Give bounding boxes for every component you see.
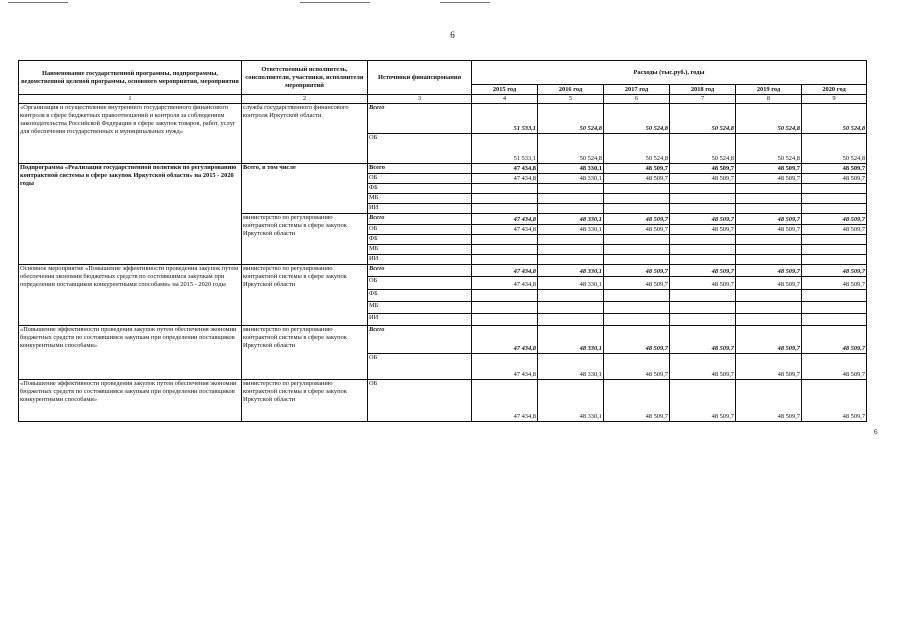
value-cell: 47 434,8 <box>472 265 538 277</box>
header-year: 2020 год <box>802 85 867 95</box>
source-label: ОБ <box>368 134 472 164</box>
source-label: МБ <box>368 245 472 255</box>
table-row <box>19 104 867 164</box>
source-label: ИИ <box>368 255 472 265</box>
header-expenses: Расходы (тыс.руб.), годы <box>472 61 867 85</box>
value-cell: 48 330,1 <box>538 225 604 235</box>
header-year: 2015 год <box>472 85 538 95</box>
value-cell: 48 330,1 <box>538 277 604 290</box>
value-cell: 51 533,1 <box>472 104 538 134</box>
value-cell: 48 509,7 <box>802 174 867 184</box>
row-name: «Повышение эффективности проведения закупок путем обеспечения экономии бюджетных средств по состоявшимся закупкам при определении поставщиков конкурентными способами» <box>19 326 242 380</box>
value-cell: 50 524,8 <box>736 104 802 134</box>
value-cell: 50 524,8 <box>604 134 670 164</box>
table-row <box>19 265 867 326</box>
value-cell: 47 434,8 <box>472 214 538 225</box>
table-header <box>19 61 867 104</box>
value-cell: 48 509,7 <box>670 326 736 354</box>
source-label: МБ <box>368 302 472 314</box>
column-number: 7 <box>670 95 736 104</box>
value-cell: 48 330,1 <box>538 380 604 422</box>
value-cell: 50 524,8 <box>670 104 736 134</box>
value-cell: 47 434,8 <box>472 326 538 354</box>
value-cell: 48 509,7 <box>604 265 670 277</box>
row-executor: министерство по регулированию контрактной системы в сфере закупок Иркутской области <box>242 214 368 265</box>
value-cell: 48 509,7 <box>670 164 736 174</box>
source-label: ОБ <box>368 277 472 290</box>
value-cell: 48 509,7 <box>736 380 802 422</box>
value-cell: 48 509,7 <box>802 214 867 225</box>
column-number: 4 <box>472 95 538 104</box>
scan-artifact <box>440 2 490 3</box>
value-cell: 48 509,7 <box>604 326 670 354</box>
column-number: 2 <box>242 95 368 104</box>
column-number: 5 <box>538 95 604 104</box>
source-label: ФБ <box>368 290 472 302</box>
source-label: Всего <box>368 326 472 354</box>
value-cell: 48 509,7 <box>802 265 867 277</box>
row-executor: министерство по регулированию контрактной системы в сфере закупок Иркутской области <box>242 265 368 326</box>
value-cell: 48 509,7 <box>736 326 802 354</box>
column-number: 3 <box>368 95 472 104</box>
row-executor: Всего, в том числе <box>242 164 368 214</box>
source-label: Всего <box>368 104 472 134</box>
value-cell: 50 524,8 <box>802 134 867 164</box>
value-cell: 50 524,8 <box>538 134 604 164</box>
table-row <box>19 380 867 422</box>
value-cell: 48 330,1 <box>538 326 604 354</box>
table-row <box>19 164 867 265</box>
value-cell: 48 509,7 <box>670 174 736 184</box>
source-label: ФБ <box>368 235 472 245</box>
row-name: Подпрограмма «Реализация государственной политики по регулированию контрактной системы в сфере закупок Иркутской области» на 2015 - 2020 годы <box>19 164 242 265</box>
value-cell: 48 330,1 <box>538 265 604 277</box>
value-cell: 48 509,7 <box>604 380 670 422</box>
value-cell: 48 509,7 <box>670 354 736 380</box>
value-cell: 48 509,7 <box>802 326 867 354</box>
value-cell: 48 509,7 <box>670 214 736 225</box>
column-number: 6 <box>604 95 670 104</box>
value-cell: 48 509,7 <box>670 277 736 290</box>
header-sources: Источники финансирования <box>368 61 472 95</box>
value-cell: 48 330,1 <box>538 354 604 380</box>
header-year: 2017 год <box>604 85 670 95</box>
value-cell: 50 524,8 <box>670 134 736 164</box>
row-name: Основное мероприятие «Повышение эффективности проведения закупок путем обеспечения экономии бюджетных средств по состоявшимся закупкам при определении поставщиков конкурентными способами» на 2015 - 2020 годы <box>19 265 242 326</box>
source-label: ОБ <box>368 174 472 184</box>
value-cell: 47 434,8 <box>472 354 538 380</box>
value-cell: 47 434,8 <box>472 225 538 235</box>
value-cell: 48 509,7 <box>736 354 802 380</box>
row-executor: служба государственного финансового контроля Иркутской области <box>242 104 368 164</box>
table-row <box>19 326 867 380</box>
value-cell: 48 509,7 <box>604 174 670 184</box>
page-number: 6 <box>450 30 455 40</box>
value-cell: 48 509,7 <box>670 225 736 235</box>
value-cell: 48 509,7 <box>604 214 670 225</box>
value-cell: 51 533,1 <box>472 134 538 164</box>
value-cell: 50 524,8 <box>538 104 604 134</box>
row-name: «Организация и осуществление внутреннего государственного финансового контроля в сфере бюджетных правоотношений и контроля за соблюдением законодательства Российской Федерации в сфере закупок товаров, работ, услуг для обеспечения государственных и муниципальных нужд» <box>19 104 242 164</box>
header-year: 2018 год <box>670 85 736 95</box>
row-executor: министерство по регулированию контрактной системы в сфере закупок Иркутской области <box>242 326 368 380</box>
value-cell: 48 509,7 <box>736 277 802 290</box>
source-label: ОБ <box>368 354 472 380</box>
value-cell: 50 524,8 <box>604 104 670 134</box>
header-year: 2019 год <box>736 85 802 95</box>
value-cell: 48 509,7 <box>736 225 802 235</box>
value-cell: 48 330,1 <box>538 174 604 184</box>
source-label: Всего <box>368 214 472 225</box>
value-cell: 48 509,7 <box>802 164 867 174</box>
value-cell: 48 509,7 <box>670 265 736 277</box>
scan-artifact <box>300 2 370 3</box>
source-label: ИИ <box>368 314 472 326</box>
value-cell: 48 509,7 <box>736 265 802 277</box>
column-number: 8 <box>736 95 802 104</box>
source-label: ФБ <box>368 184 472 194</box>
column-number: 1 <box>19 95 242 104</box>
source-label: ОБ <box>368 225 472 235</box>
value-cell: 48 509,7 <box>736 164 802 174</box>
value-cell: 48 509,7 <box>604 225 670 235</box>
source-label: Всего <box>368 265 472 277</box>
value-cell: 47 434,8 <box>472 277 538 290</box>
value-cell: 50 524,8 <box>736 134 802 164</box>
value-cell: 48 509,7 <box>736 214 802 225</box>
column-number: 9 <box>802 95 867 104</box>
value-cell: 48 509,7 <box>802 277 867 290</box>
value-cell: 48 509,7 <box>604 277 670 290</box>
source-label: Всего <box>368 164 472 174</box>
budget-table <box>18 60 867 422</box>
source-label: ИИ <box>368 204 472 214</box>
row-name: «Повышение эффективности проведения закупок путем обеспечения экономии бюджетных средств по состоявшимся закупкам при определении поставщиков конкурентными способами» <box>19 380 242 422</box>
row-executor: министерство по регулированию контрактной системы в сфере закупок Иркутской области <box>242 380 368 422</box>
value-cell: 50 524,8 <box>802 104 867 134</box>
side-mark: 6 <box>874 428 878 436</box>
header-year: 2016 год <box>538 85 604 95</box>
value-cell: 48 330,1 <box>538 214 604 225</box>
value-cell: 47 434,8 <box>472 164 538 174</box>
value-cell: 48 509,7 <box>736 174 802 184</box>
value-cell: 48 509,7 <box>802 354 867 380</box>
value-cell: 48 509,7 <box>670 380 736 422</box>
value-cell: 47 434,8 <box>472 380 538 422</box>
header-name: Наименование государственной программы, подпрограммы, ведомственной целевой программы, основного мероприятия, мероприятия <box>19 61 242 95</box>
value-cell: 48 509,7 <box>802 225 867 235</box>
value-cell: 48 509,7 <box>604 164 670 174</box>
value-cell: 48 330,1 <box>538 164 604 174</box>
value-cell: 48 509,7 <box>802 380 867 422</box>
header-executor: Ответственный исполнитель, соисполнители, участники, исполнители мероприятий <box>242 61 368 95</box>
value-cell: 47 434,8 <box>472 174 538 184</box>
scan-artifact <box>8 2 68 3</box>
value-cell: 48 509,7 <box>604 354 670 380</box>
source-label: ОБ <box>368 380 472 422</box>
source-label: МБ <box>368 194 472 204</box>
